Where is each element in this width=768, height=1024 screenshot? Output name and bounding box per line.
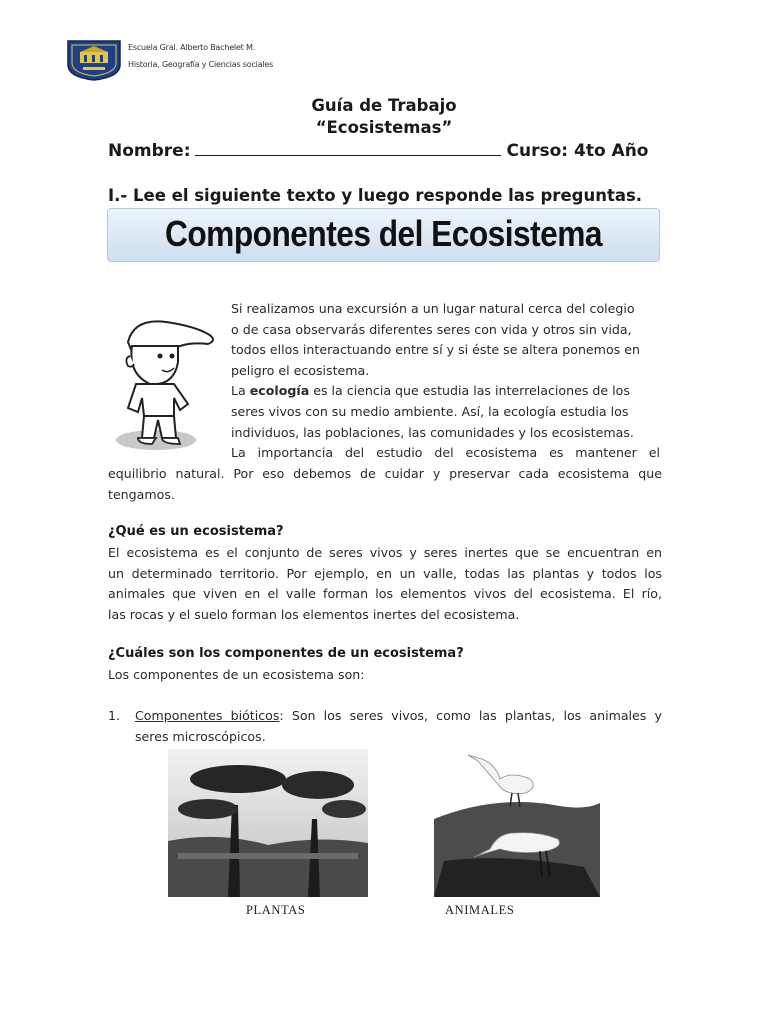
intro-paragraph [231,299,660,464]
instruction: I.- Lee el siguiente texto y luego responde las preguntas. [108,186,643,205]
list-item-biotic [135,706,662,747]
school-name: Escuela Gral. Alberto Bachelet M. [128,43,255,52]
definition-line: animales que viven en el valle forman los elementos vivos del ecosistema. El río, [108,586,662,602]
question-what-is: ¿Qué es un ecosistema? [108,524,284,539]
school-logo [66,39,122,81]
definition-line: El ecosistema es el conjunto de seres vivos y seres inertes que se encuentran en [108,545,662,560]
intro-line: peligro el ecosistema. [231,362,370,378]
importance-line: La importancia del estudio del ecosistema es mantener el [231,445,660,461]
biotic-line: seres microscópicos. [135,728,266,744]
biotic-line [135,706,662,727]
boy-illustration [108,312,220,454]
question-components: ¿Cuáles son los componentes de un ecosistema? [108,646,464,661]
ecology-term: ecología [249,383,310,399]
biotic-desc: : Son los seres vivos, como las plantas, los animales y [279,708,662,723]
school-crest-icon [66,39,122,81]
definition-line: las rocas y el suelo forman los elementos inertes del ecosistema. [108,606,520,622]
ecology-pre: La [231,383,250,399]
components-intro: Los componentes de un ecosistema son: [108,667,365,682]
biotic-term: Componentes bióticos [135,708,280,723]
trees-icon [168,749,368,897]
importance-line: equilibrio natural. Por eso debemos de cuidar y preservar cada ecosistema que [108,466,662,481]
document-title: Guía de Trabajo [311,96,457,115]
ecology-line: seres vivos con su medio ambiente. Así, la ecología estudia los [231,403,629,419]
name-label: Nombre: [108,141,191,161]
student-info-row [108,141,648,161]
plants-photo [168,749,368,897]
intro-line: o de casa observarás diferentes seres con vida y otros sin vida, [231,321,632,337]
definition-line: un determinado territorio. Por ejemplo, en un valle, todas las plantas y todos los [108,565,662,581]
animals-photo [434,749,600,897]
intro-line: todos ellos interactuando entre sí y si éste se altera ponemos en [231,342,640,358]
ecology-post: es la ciencia que estudia las interrelaciones de los [309,383,630,399]
importance-line: tengamos. [108,486,175,502]
department-name: Historia, Geografía y Ciencias sociales [128,60,274,69]
course-label: Curso: 4to Año [506,141,649,161]
ecosystem-definition [108,543,662,625]
name-blank-line[interactable] [195,141,501,156]
section-banner [107,208,660,262]
banner-title: Componentes del Ecosistema [165,213,602,254]
ecology-line [231,381,660,402]
intro-line: Si realizamos una excursión a un lugar natural cerca del colegio [231,301,635,316]
importance-paragraph [108,464,662,505]
ecology-line: individuos, las poblaciones, las comunidades y los ecosistemas. [231,424,634,440]
egrets-icon [434,749,600,897]
animals-caption: ANIMALES [445,903,515,917]
plants-caption: PLANTAS [246,903,306,917]
list-number: 1. [108,708,121,723]
boy-cap-icon [108,312,220,454]
document-subtitle: “Ecosistemas” [315,118,453,137]
